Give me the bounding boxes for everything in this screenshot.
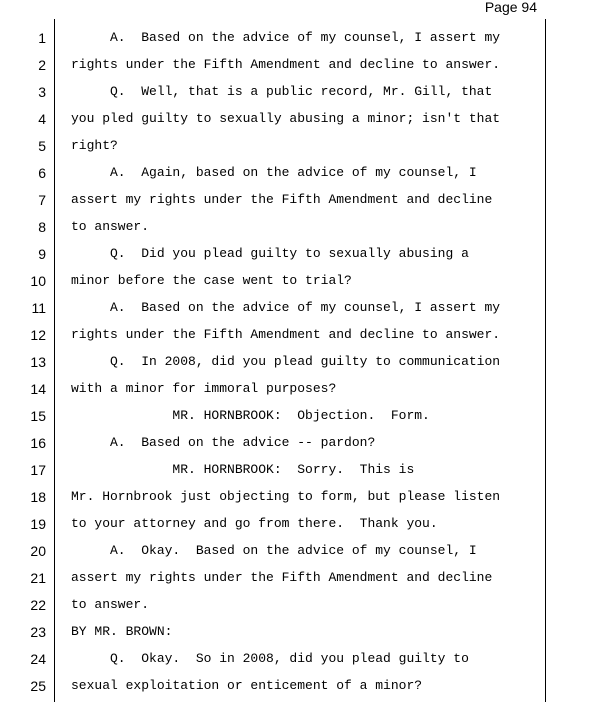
transcript-line: to answer.: [71, 219, 150, 234]
line-number: 10: [30, 273, 46, 289]
transcript-line: rights under the Fifth Amendment and decline to answer.: [71, 327, 501, 342]
line-number: 8: [38, 219, 46, 235]
page-number: Page 94: [484, 0, 537, 15]
transcript-line: Mr. Hornbrook just objecting to form, but please listen: [71, 489, 501, 504]
transcript-line: A. Based on the advice of my counsel, I assert my: [71, 300, 501, 315]
line-number: 25: [30, 678, 46, 694]
transcript-line: sexual exploitation or enticement of a minor?: [71, 678, 423, 693]
line-number: 23: [30, 624, 46, 640]
line-number: 7: [38, 192, 46, 208]
transcript-line: assert my rights under the Fifth Amendment and decline: [71, 570, 493, 585]
line-number: 12: [30, 327, 46, 343]
transcript-line: right?: [71, 138, 118, 153]
transcript-line: assert my rights under the Fifth Amendment and decline: [71, 192, 493, 207]
transcript-line: A. Based on the advice of my counsel, I assert my: [71, 30, 501, 45]
line-number: 22: [30, 597, 46, 613]
transcript-line: Q. Okay. So in 2008, did you plead guilty to: [71, 651, 469, 666]
line-number: 11: [31, 300, 46, 316]
line-number: 20: [30, 543, 46, 559]
line-number: 14: [30, 381, 46, 397]
line-number: 16: [30, 435, 46, 451]
transcript-line: rights under the Fifth Amendment and decline to answer.: [71, 57, 501, 72]
transcript-line: BY MR. BROWN:: [71, 624, 173, 639]
transcript-line: Q. Well, that is a public record, Mr. Gill, that: [71, 84, 493, 99]
line-number: 2: [38, 57, 46, 73]
line-number: 17: [30, 462, 46, 478]
transcript-line: to your attorney and go from there. Thank you.: [71, 516, 438, 531]
transcript-line: A. Okay. Based on the advice of my counsel, I: [71, 543, 477, 558]
transcript-line: with a minor for immoral purposes?: [71, 381, 337, 396]
transcript-line: MR. HORNBROOK: Sorry. This is: [71, 462, 415, 477]
transcript-line: you pled guilty to sexually abusing a minor; isn't that: [71, 111, 501, 126]
line-number: 15: [30, 408, 46, 424]
transcript-line: Q. Did you plead guilty to sexually abusing a: [71, 246, 469, 261]
right-margin-line: [545, 19, 546, 702]
left-margin-line: [54, 19, 55, 702]
transcript-line: to answer.: [71, 597, 150, 612]
transcript-line: A. Based on the advice -- pardon?: [71, 435, 376, 450]
line-number: 9: [38, 246, 46, 262]
line-number: 13: [30, 354, 46, 370]
transcript-line: Q. In 2008, did you plead guilty to communication: [71, 354, 501, 369]
line-number: 21: [30, 570, 46, 586]
line-number: 4: [38, 111, 46, 127]
transcript-line: MR. HORNBROOK: Objection. Form.: [71, 408, 430, 423]
transcript-line: A. Again, based on the advice of my counsel, I: [71, 165, 477, 180]
line-number: 18: [30, 489, 46, 505]
line-number: 24: [30, 651, 46, 667]
line-number: 19: [30, 516, 46, 532]
line-number: 5: [38, 138, 46, 154]
line-number: 1: [38, 30, 46, 46]
line-number: 3: [38, 84, 46, 100]
transcript-line: minor before the case went to trial?: [71, 273, 352, 288]
line-number: 6: [38, 165, 46, 181]
